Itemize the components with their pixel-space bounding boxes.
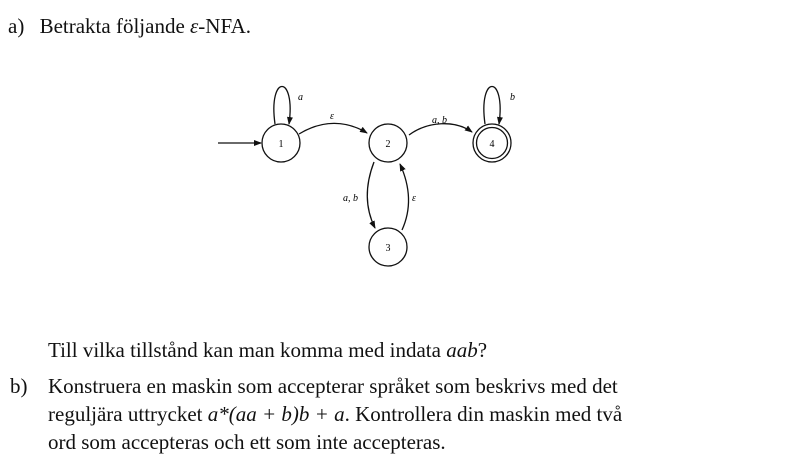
edge-1-1-label: a — [298, 92, 303, 103]
state-2-label: 2 — [385, 139, 391, 150]
part-b-label: b) — [10, 374, 28, 398]
question-end: ? — [477, 338, 488, 362]
part-b-line-2 — [48, 402, 622, 426]
edge-3-2 — [400, 164, 409, 230]
part-a-text-before: Betrakta följande — [39, 14, 191, 38]
edge-1-2 — [299, 123, 367, 134]
part-a-epsilon: ε — [190, 14, 199, 38]
edge-3-2-label: ε — [412, 193, 416, 204]
part-b-line-3: ord som accepteras och ett som inte accepteras. — [48, 430, 446, 454]
question-text: Till vilka tillstånd kan man komma med indata — [48, 338, 447, 362]
edge-1-1 — [274, 87, 290, 125]
part-b-line-2-after: . Kontrollera din maskin med två — [344, 402, 623, 426]
edge-2-3 — [367, 162, 375, 228]
edge-4-4-label: b — [510, 92, 515, 103]
question-input: aab — [446, 338, 478, 362]
state-1-label: 1 — [278, 139, 284, 150]
part-b-line-2-before: reguljära uttrycket — [48, 402, 208, 426]
state-3-label: 3 — [385, 243, 391, 254]
edge-1-2-label: ε — [330, 111, 334, 122]
state-4-label: 4 — [489, 139, 495, 150]
edge-2-4-label: a, b — [432, 115, 447, 126]
part-a-text-after: -NFA. — [198, 14, 251, 38]
edge-2-3-label: a, b — [343, 193, 358, 204]
question — [48, 338, 487, 362]
part-a-label: a) — [8, 14, 25, 38]
part-b-line-1: Konstruera en maskin som accepterar språket som beskrivs med det — [48, 374, 618, 398]
part-b-regex: a*(aa + b)b + a — [207, 402, 345, 426]
edge-4-4 — [484, 87, 500, 125]
